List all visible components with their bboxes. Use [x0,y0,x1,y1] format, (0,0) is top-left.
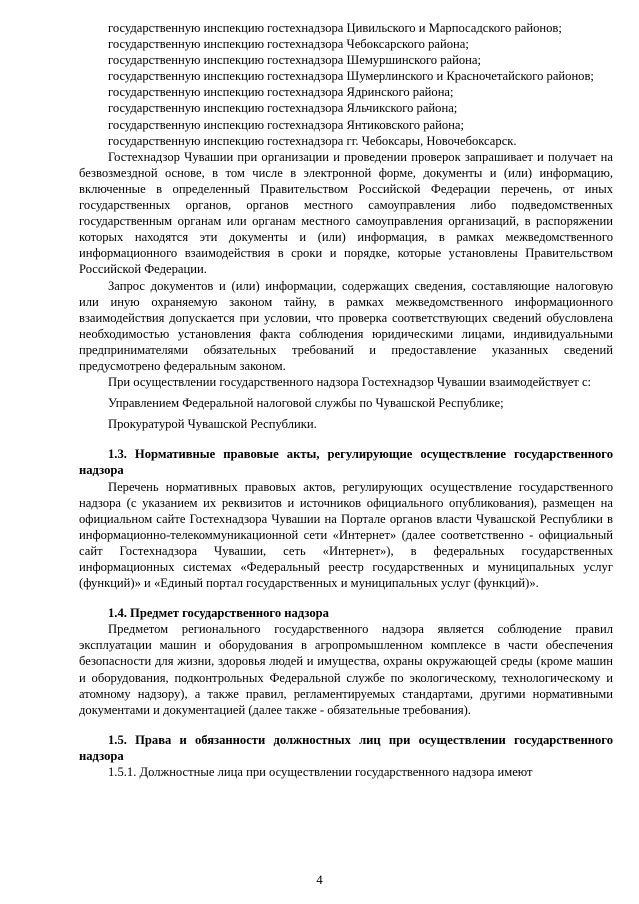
page-number: 4 [316,873,323,887]
inspection-list-item: государственную инспекцию гостехнадзора Янтиковского района; [108,117,464,132]
spacer [79,718,613,732]
body-paragraph: Управлением Федеральной налоговой службы по Чувашской Республике; [108,396,504,411]
spacer [79,591,613,605]
spacer [79,432,613,446]
section-heading: 1.3. Нормативные правовые акты, регулирующие осуществление государственного надзора [79,447,613,478]
inspection-list-item: государственную инспекцию гостехнадзора Цивильского и Марпосадского районов; [108,21,562,35]
inspection-list-item: государственную инспекцию гостехнадзора Ядринского района; [108,85,454,100]
inspection-list-item: государственную инспекцию гостехнадзора Яльчикского района; [108,101,458,116]
body-paragraph: Прокуратурой Чувашской Республики. [108,417,317,432]
inspection-list-item: государственную инспекцию гостехнадзора Шумерлинского и Красночетайского районов; [108,69,594,84]
body-paragraph: Предметом регионального государственного надзора является соблюдение правил эксплуатации машин и оборудования в агропромышленном комплексе в части обеспечения безопасности для жизни, здоровья людей и имущества, охраны окружающей среды (кроме машин и оборудования, подконтрольных Федеральной службе по экологическому, технологическому и атомному надзору), а также правил, регламентируемых стандартами, другими нормативными документами и документацией (далее также - обязательные требования). [79,622,613,717]
body-paragraph: 1.5.1. Должностные лица при осуществлении государственного надзора имеют [108,765,533,780]
body-paragraph: Перечень нормативных правовых актов, регулирующих осуществление государственного надзора (с указанием их реквизитов и источников официального опубликования), размещен на официальном сайте Гостехнадзора Чувашии на Портале органов власти Чувашской Республики в информационно-телекоммуникационной сети «Интернет» (далее соответственно - официальный сайт Гостехнадзора Чувашии, сеть «Интернет»), в федеральных государственных информационных системах «Федеральный реестр государственных и муниципальных услуг (функций)» и «Единый портал государственных и муниципальных услуг (функций)». [79,479,613,591]
inspection-list-item: государственную инспекцию гостехнадзора гг. Чебоксары, Новочебоксарск. [108,133,517,148]
body-paragraph: Запрос документов и (или) информации, содержащих сведения, составляющие налоговую или иную охраняемую законом тайну, в рамках межведомственного информационного взаимодействия допускается при условии, что проверка соответствующих сведений обусловлена необходимостью установления факта соблюдения юридическими лицами, индивидуальными предпринимателями обязательных требований и предоставление указанных сведений предусмотрено федеральным законом. [79,278,613,373]
inspection-list-item: государственную инспекцию гостехнадзора Шемуршинского района; [108,53,481,68]
body-paragraph: При осуществлении государственного надзора Гостехнадзор Чувашии взаимодействует с: [108,375,592,390]
inspection-list-item: государственную инспекцию гостехнадзора Чебоксарского района; [108,37,469,52]
body-paragraph: Гостехнадзор Чувашии при организации и проведении проверок запрашивает и получает на безвозмездной основе, в том числе в электронной форме, документы и (или) информацию, включенные в определенный Правительством Российской Федерации перечень, от иных государственных органов, органов местного самоуправления либо подведомственных государственным органам или органам местного самоуправления организаций, в распоряжении которых находятся эти документы и (или) информация, в рамках межведомственного информационного взаимодействия в сроки и порядке, которые установлены Правительством Российской Федерации. [79,149,613,277]
section-heading: 1.4. Предмет государственного надзора [108,606,329,621]
page-content [79,20,613,780]
section-heading: 1.5. Права и обязанности должностных лиц при осуществлении государственного надзора [79,732,613,763]
